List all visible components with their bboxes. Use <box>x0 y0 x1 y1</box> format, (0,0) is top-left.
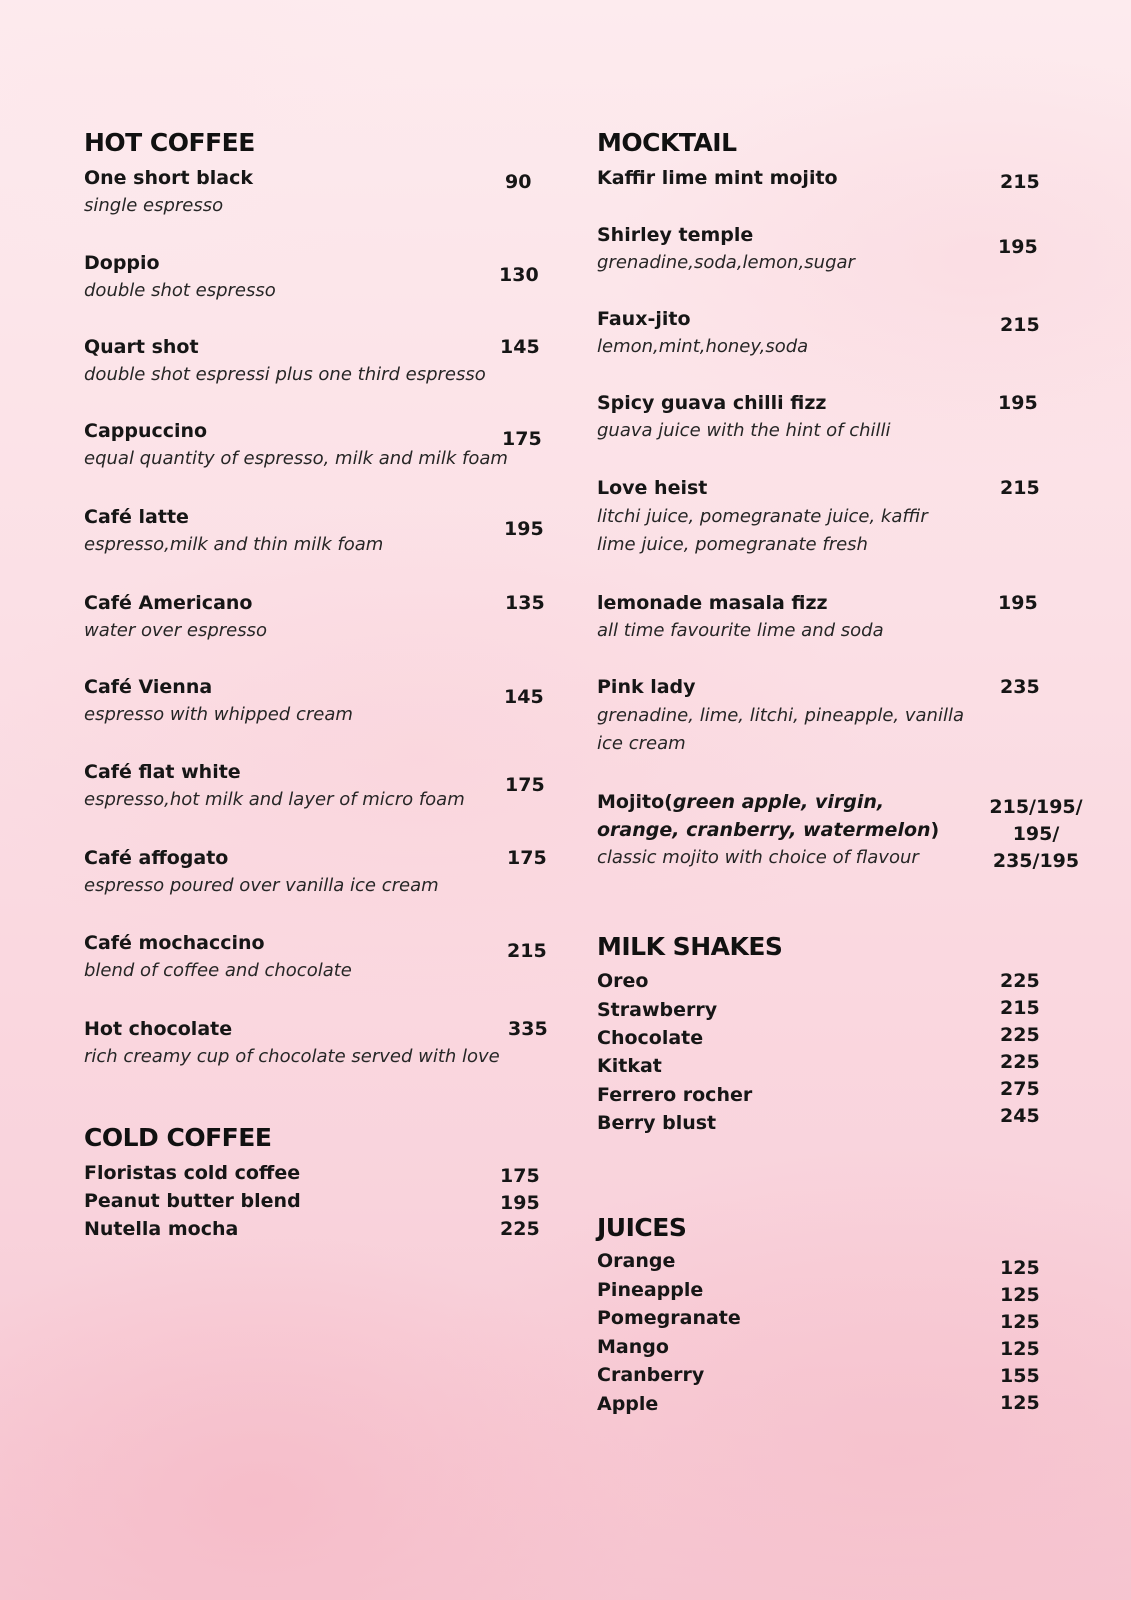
item-description: double shot espressi plus one third espresso <box>84 364 486 385</box>
item-description: espresso,hot milk and layer of micro foam <box>84 789 465 810</box>
item-name: Orange <box>597 1250 676 1272</box>
item-name: Kitkat <box>597 1055 662 1077</box>
item-name: Strawberry <box>597 999 718 1021</box>
item-description: classic mojito with choice of flavour <box>597 847 919 868</box>
item-price: 215 <box>1000 314 1040 336</box>
item-description: lemon,mint,honey,soda <box>597 336 809 357</box>
item-price: 195 <box>998 392 1038 414</box>
item-description: all time favourite lime and soda <box>597 620 884 641</box>
item-name: Cappuccino <box>84 420 208 442</box>
item-price: 130 <box>499 264 539 286</box>
item-price: 225 <box>500 1218 540 1240</box>
item-name: Ferrero rocher <box>597 1084 753 1106</box>
item-description: espresso poured over vanilla ice cream <box>84 875 439 896</box>
item-name: Pomegranate <box>597 1307 741 1329</box>
item-price: 195 <box>998 236 1038 258</box>
item-name: Hot chocolate <box>84 1018 233 1040</box>
item-price: 275 <box>1000 1078 1040 1100</box>
item-description: guava juice with the hint of chilli <box>597 420 891 441</box>
item-name: Café affogato <box>84 847 229 869</box>
item-description: grenadine, lime, litchi, pineapple, vanilla ice cream <box>597 705 964 754</box>
item-name: Nutella mocha <box>84 1218 239 1240</box>
item-name: Café Americano <box>84 592 253 614</box>
item-price: 125 <box>1000 1338 1040 1360</box>
item-name: Faux-jito <box>597 308 691 330</box>
item-price: 90 <box>505 171 532 193</box>
item-price: 125 <box>1000 1284 1040 1306</box>
item-price: 195 <box>500 1192 540 1214</box>
mojito-flavours: green apple, virgin, orange, cranberry, watermelon <box>597 791 931 841</box>
item-name: Pineapple <box>597 1279 704 1301</box>
item-name: Floristas cold coffee <box>84 1162 301 1184</box>
section-title: JUICES <box>597 1213 687 1242</box>
section-title: HOT COFFEE <box>84 128 255 157</box>
item-price: 235 <box>1000 676 1040 698</box>
item-name: Café latte <box>84 506 189 528</box>
item-price: 195 <box>504 518 544 540</box>
item-name: One short black <box>84 167 253 189</box>
item-price: 195 <box>998 592 1038 614</box>
item-price: 145 <box>504 686 544 708</box>
item-name: Cranberry <box>597 1364 705 1386</box>
item-price: 215 <box>507 940 547 962</box>
item-name: Mojito(green apple, virgin, orange, cranberry, watermelon) <box>597 791 940 841</box>
item-description: rich creamy cup of chocolate served with love <box>84 1046 500 1067</box>
item-description: equal quantity of espresso, milk and milk foam <box>84 448 508 469</box>
item-price: 145 <box>500 336 540 358</box>
item-description: grenadine,soda,lemon,sugar <box>597 252 855 273</box>
item-description: double shot espresso <box>84 280 276 301</box>
item-description: espresso with whipped cream <box>84 704 353 725</box>
item-name: Berry blust <box>597 1112 717 1134</box>
item-price: 335 <box>508 1018 548 1040</box>
section-title: MILK SHAKES <box>597 932 783 961</box>
item-name: Pink lady <box>597 676 696 698</box>
item-name: Peanut butter blend <box>84 1190 301 1212</box>
item-price: 215 <box>1000 171 1040 193</box>
section-title: MOCKTAIL <box>597 128 737 157</box>
item-price: 175 <box>502 428 542 450</box>
item-price: 125 <box>1000 1311 1040 1333</box>
item-name: Café flat white <box>84 761 241 783</box>
item-price: 135 <box>505 592 545 614</box>
mojito-name: Mojito <box>597 791 665 813</box>
item-price: 175 <box>500 1165 540 1187</box>
item-description: espresso,milk and thin milk foam <box>84 534 384 555</box>
section-title: COLD COFFEE <box>84 1123 272 1152</box>
item-price: 215 <box>1000 477 1040 499</box>
item-name: Mango <box>597 1336 669 1358</box>
item-price: 245 <box>1000 1105 1040 1127</box>
item-description: litchi juice, pomegranate juice, kaffir lime juice, pomegranate fresh <box>597 506 928 555</box>
item-name: Shirley temple <box>597 224 754 246</box>
item-name: Spicy guava chilli fizz <box>597 392 827 414</box>
item-description: water over espresso <box>84 620 267 641</box>
item-name: Kaffir lime mint mojito <box>597 167 838 189</box>
item-price: 225 <box>1000 970 1040 992</box>
item-price: 175 <box>505 774 545 796</box>
item-description: blend of coffee and chocolate <box>84 960 352 981</box>
item-name: Quart shot <box>84 336 199 358</box>
item-price: 175 <box>507 847 547 869</box>
item-price: 215/195/ 195/ 235/195 <box>989 796 1083 872</box>
item-price: 155 <box>1000 1365 1040 1387</box>
item-name: Chocolate <box>597 1027 704 1049</box>
item-description: single espresso <box>84 195 224 216</box>
item-name: lemonade masala fizz <box>597 592 828 614</box>
item-name: Oreo <box>597 970 649 992</box>
item-price: 125 <box>1000 1392 1040 1414</box>
item-price: 225 <box>1000 1024 1040 1046</box>
item-name: Café mochaccino <box>84 932 265 954</box>
item-name: Café Vienna <box>84 676 213 698</box>
item-price: 225 <box>1000 1051 1040 1073</box>
item-name: Love heist <box>597 477 708 499</box>
item-price: 125 <box>1000 1257 1040 1279</box>
item-price: 215 <box>1000 997 1040 1019</box>
item-name: Apple <box>597 1393 659 1415</box>
item-name: Doppio <box>84 252 160 274</box>
